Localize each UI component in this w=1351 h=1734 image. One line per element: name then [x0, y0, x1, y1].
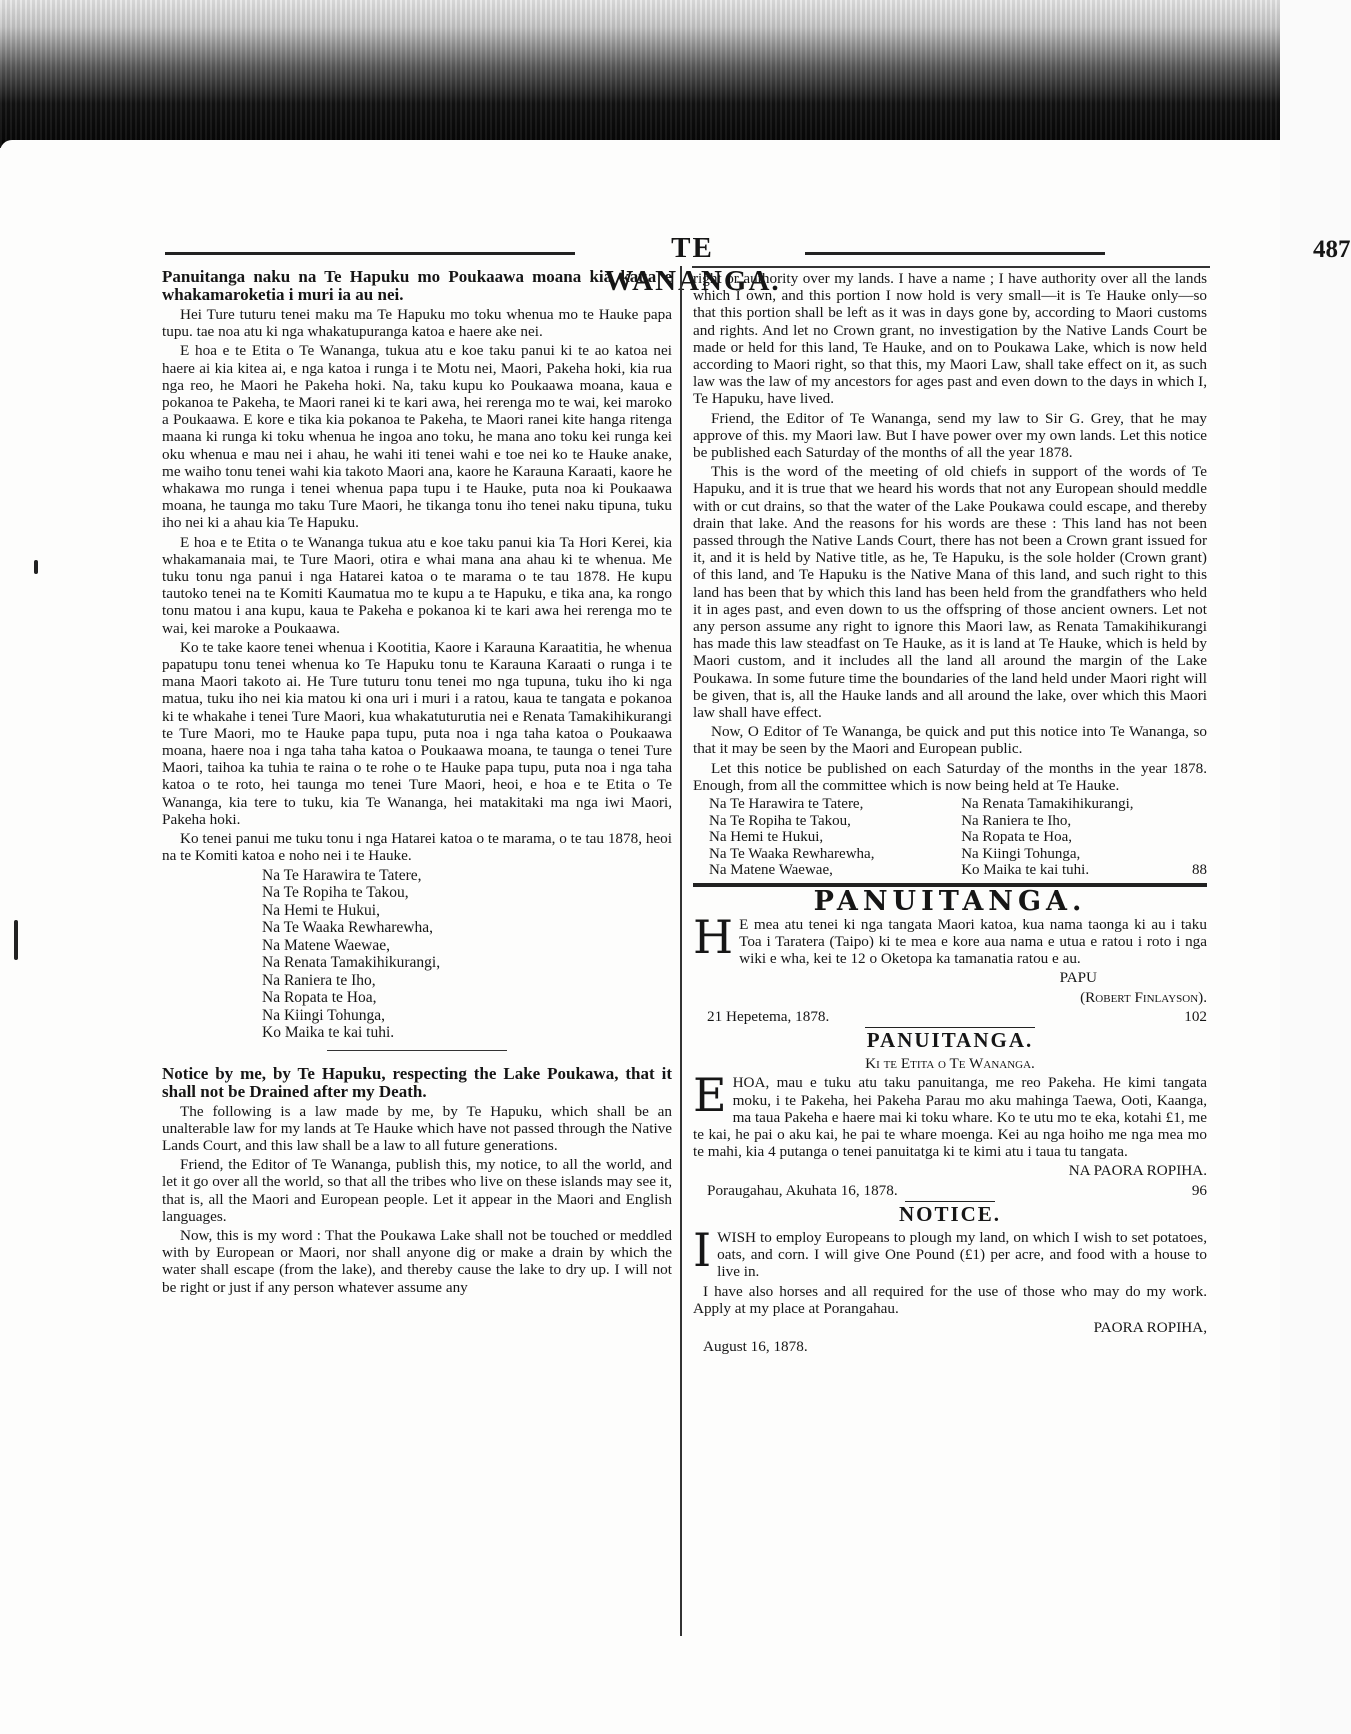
signatory: Na Te Waaka Rewharewha, — [709, 845, 875, 862]
ad-text: E mea atu tenei ki nga tangata Maori katoa, kua nama taonga ki au i taku Toa i Taratera (Taipo) ki te mea e kore aua nama e utua e ratou i roto i nga wiki e wha, kei te 12 o Oketopa ka tamanatia ratou e au. — [739, 915, 1207, 968]
ad-body-second: I have also horses and all required for the use of those who may do my work. Apply at my place at Porangahau. — [693, 1282, 1207, 1317]
scan-mark — [34, 560, 38, 574]
signatory: Na Ropata te Hoa, — [262, 989, 377, 1006]
ad-signature: PAORA ROPIHA, — [1093, 1319, 1207, 1337]
paragraph: Now, this is my word : That the Poukawa Lake shall not be touched or meddled with by European or Maori, nor shall anyone dig or make a drain by which the water shall escape (from the lake), and thereby cause the lake to dry up. I will not be right or just if any person whatever assume any — [162, 1226, 672, 1296]
signatory: Na Raniera te Iho, — [961, 812, 1072, 829]
advertisement-papu — [693, 885, 1207, 1025]
signatory-table — [693, 796, 1207, 879]
advertisement-paora-ropiha-english — [693, 1201, 1207, 1356]
paragraph: Friend, the Editor of Te Wananga, publish this, my notice, to all the world, and let it go over all the world, so that all the tribes who live on these islands may see it, that is, all the Maori and European people. Let it appear in the Maori and English languages. — [162, 1156, 672, 1225]
paragraph: Let this notice be published on each Saturday of the months in the year 1878. Enough, from all the committee which is now being held at Te Hauke. — [693, 759, 1207, 794]
maori-notice-heading: Panuitanga naku na Te Hapuku mo Poukaawa moana kia kaua e whakamaroketia i muri ia au nei. — [162, 267, 672, 304]
column-top-rule — [692, 266, 1210, 268]
ad-signature: PAPU — [1059, 969, 1097, 987]
signatory: Na Renata Tamakihikurangi, — [961, 796, 1134, 813]
ad-date: August 16, 1878. — [703, 1338, 808, 1356]
signatory-writer: Ko Maika te kai tuhi. — [961, 862, 1090, 879]
ad-date: Poraugahau, Akuhata 16, 1878. — [707, 1181, 898, 1199]
ad-signature-sub: (Robert Finlayson). — [1080, 988, 1207, 1006]
signatory: Na Renata Tamakihikurangi, — [262, 954, 441, 971]
paragraph: E hoa e te Etita o te Wananga tukua atu e koe taku panui kia Ta Hori Kerei, kia whakamanaia mai, te Ture Maori, otira e whai mana ana ahau ki te whenua. Me tuku tonu nga panui i nga Hatarei katoa o te marama o te tau 1878. He kupu tautoko tenei na te Komiti Kaumatua mo te kupu a te Hapuku, e tika ana, ka rongo tonu matou i ana kupu, kaua te Pakeha e pokanoa ki te kari awa hei rerenga mo te wai, kei maroke a Poukaawa. — [162, 533, 672, 637]
ad-body — [693, 909, 1207, 968]
reference-number: 102 — [1184, 1007, 1207, 1025]
signatory: Na Matene Waewae, — [262, 936, 390, 954]
ad-date: 21 Hepetema, 1878. — [707, 1007, 830, 1025]
english-notice — [162, 1065, 672, 1296]
dropcap: E — [693, 1068, 727, 1123]
ad-signature: NA PAORA ROPIHA. — [1068, 1162, 1207, 1180]
right-column — [693, 270, 1207, 1357]
paragraph: Ko tenei panui me tuku tonu i nga Hatarei katoa o te marama, o te tau 1878, heoi na te Komiti katoa e noho nei i te Hauke. — [162, 830, 672, 865]
signatory — [945, 862, 1207, 879]
signatory: Na Hemi te Hukui, — [709, 829, 824, 846]
ad-text: HOA, mau e tuku atu taku panuitanga, me reo Pakeha. He kimi tangata moku, i te Pakeha, hei Pakeha Parau mo aku mahinga Taewa, Ooti, Kaanga, ma taua Pakeha e haere mai ki toku whare. Ko te utu mo te eka, kotahi £1, me te kai, he pai o aku kai, he pai te whare moenga. Kei au nga hoiho me nga mea mo te mahi, kia 4 putanga o tenei panuitatga ki te kimi atu i taua tu tangata. — [693, 1074, 1207, 1161]
masthead-rule-left — [165, 252, 575, 255]
signatory: Na Raniera te Iho, — [262, 971, 376, 989]
signatory: Na Te Waaka Rewharewha, — [262, 919, 433, 936]
paragraph: right or authority over my lands. I have a name ; I have authority over all the lands which I own, and this portion I now hold is very small—it is Te Hauke only—so that this portion shall be left as it was in days gone by, according to Maori customs and rights. And let no Crown grant, no investigation by the Native Lands Court be made or held for this land, Te Hauke, and on to Poukawa Lake, which is now held according to Maori right, so that this, my Maori Law, shall take effect on it, as such law was the law of my ancestors for ages past and even down to the days in which I, Te Hapuku, have lived. — [693, 270, 1207, 408]
english-notice-continued — [693, 270, 1207, 879]
paragraph: Friend, the Editor of Te Wananga, send my law to Sir G. Grey, that he may approve of this. my Maori law. But I have power over my own lands. Let this notice be published each Saturday of the months of all the year 1878. — [693, 409, 1207, 462]
masthead-rule-right — [805, 252, 1105, 255]
paragraph: Hei Ture tuturu tenei maku ma Te Hapuku mo toku whenua mo te Hauke papa tupu. tae noa atu ki nga whakatupuranga katoa e haere ake nei. — [162, 306, 672, 341]
paragraph: Now, O Editor of Te Wananga, be quick and put this notice into Te Wananga, so that it may be seen by the Maori and European public. — [693, 723, 1207, 758]
paragraph: The following is a law made by me, by Te Hapuku, which shall be an unalterable law for my lands at Te Hauke which have not passed through the Native Lands Court, and this law shall be a law to all future generations. — [162, 1102, 672, 1154]
paragraph: Ko te take kaore tenei whenua i Kootitia, Kaore i Karauna Karaatitia, he whenua papatupu tonu tenei whenua ko Te Hapuku tonu te Karauna Karaati o runga i te mana Maori takoto ai. He Ture tuturu tonu tenei mo nga tupuna, tuku iho ki nga matua, tuku iho nei kia matou ki ona uri i muri i a ratou, kaua te tangata e pokanoa ki te whakahe i tenei Ture Maori, kua whakatuturutia nei e Renata Tamakihikurangi te Ture Maori, mo te Hauke papa tupu, puta noa i nga taha katoa o Poukaawa moana, haere noa i nga taha taha katoa o Poukaawa moana, te taunga o tenei Ture Maori, taihoa ka tuhia te raina o te rohe o te Hauke papa tupu, puta noa i nga taha katoa o te roto, hei taunga mo tenei Ture Maori, heoi, e hoa e te Etita o Te Wananga, kia tere to tuku, kia Te Wananga, hei matakitaki ma nga iwi Maori, Pakeha hoki. — [162, 638, 672, 828]
ad-dateline — [693, 1182, 1207, 1199]
scan-dark-border — [0, 0, 1280, 148]
signatory: Na Te Harawira te Tatere, — [262, 866, 422, 884]
paragraph: E hoa e te Etita o Te Wananga, tukua atu e koe taku panui ki te ao katoa nei haere ai kia kitea ai, e nga katoa i runga i te Motu nei, Maori, Pakeha hoki, kia rua nga reo, he Maori he Pakeha hoki. Na, taku kupu ko Poukaawa moana, kaua e pokanoa te Pakeha, te Maori ranei ki te kari awa, hei rerenga mo te wai, kei maroko a Poukaawa. E kore e tika kia pokanoa te Pakeha, te Maori ranei kite hanga ritenga maana ki runga ki toku whenua he ingoa ano toku, he mana ano toku kei runga kei oku whenua e mau nei i ahau, he wahi iti tenei wahi e toe nei ko te Hauke anake, me waiho tonu tenei wahi kia takoto Maori ana, kaore he Karauna Karaati, kaore he whakawa mo runga i tenei whenua papa tupu i te Hauke, puta noa ki Poukaawa moana, he taunga mo taku Ture Maori, he tikanga tonu iho tenei naku tipuna, tuku iho nei ki a ahau kia Te Hapuku. — [162, 342, 672, 532]
ad-title: PANUITANGA. — [866, 1028, 1034, 1053]
signatory: Na Te Ropiha te Takou, — [709, 812, 851, 829]
scan-mark — [14, 920, 18, 960]
page-number: 487 — [1313, 236, 1351, 263]
ad-body — [693, 1223, 1207, 1281]
ad-title: NOTICE. — [898, 1201, 1002, 1226]
left-column — [162, 268, 672, 1298]
ad-salutation: Ki te Etita o Te Wananga. — [865, 1055, 1035, 1073]
dropcap: I — [693, 1223, 712, 1278]
ad-text: WISH to employ Europeans to plough my land, on which I wish to set potatoes, oats, and corn. I will give One Pound (£1) per acre, and food with a house to live in. — [717, 1229, 1207, 1281]
signatory: Ko Maika te kai tuhi. — [262, 1024, 395, 1041]
newspaper-title: TE WANANGA. — [604, 232, 781, 297]
reference-number: 96 — [1191, 1181, 1207, 1199]
signatory: Na Matene Waewae, — [709, 862, 833, 879]
dropcap: H — [693, 909, 734, 964]
ad-body — [693, 1068, 1207, 1161]
signatory: Na Hemi te Hukui, — [262, 901, 380, 919]
signatory: Na Ropata te Hoa, — [961, 829, 1072, 846]
signatory: Na Te Ropiha te Takou, — [262, 884, 409, 901]
ad-dateline — [693, 1008, 1207, 1025]
signatory: Na Kiingi Tohunga, — [262, 1006, 386, 1024]
signatory-list — [262, 867, 672, 1042]
english-notice-heading: Notice by me, by Te Hapuku, respecting the Lake Poukawa, that it shall not be Drained after my Death. — [162, 1063, 672, 1101]
ad-title: PANUITANGA. — [813, 885, 1087, 917]
maori-notice — [162, 268, 672, 1042]
signatory: Na Te Harawira te Tatere, — [709, 796, 864, 813]
reference-number: 88 — [1192, 862, 1207, 879]
advertisement-paora-ropiha-maori — [693, 1028, 1207, 1199]
column-divider — [680, 266, 682, 1636]
paragraph: This is the word of the meeting of old chiefs in support of the words of Te Hapuku, and it is true that we heard his words that not any European should meddle with or cut drains, so that the water of the Lake Poukawa could escape, and thereby drain that lake. And the reasons for his words are these : This land has not been passed through the Native Lands Court, there has not been a Crown grant issued for it, and it is held by Native title, as he, Te Hapuku, is the sole holder (Crown grant) of this land, and Te Hapuku is the Native Mana of this land, and such right to this land has been that by which this land has been held from the grandfathers who held it in ages past, and even down to us the offspring of those ancient owners. Let not any person assume any right to ignore this Maori law, as Renata Tamakihikurangi has made this law steadfast on Te Hauke, as it is land at Te Hauke, which is held by Maori custom, and it includes all the land all around the margin of the Lake Poukawa. In some future time the boundaries of the land held under Maori right will be given, that is, all the Hauke lands and all around the lake, over which this Maori law shall have effect. — [693, 463, 1207, 722]
signatory: Na Kiingi Tohunga, — [961, 845, 1081, 862]
section-divider — [327, 1050, 507, 1051]
